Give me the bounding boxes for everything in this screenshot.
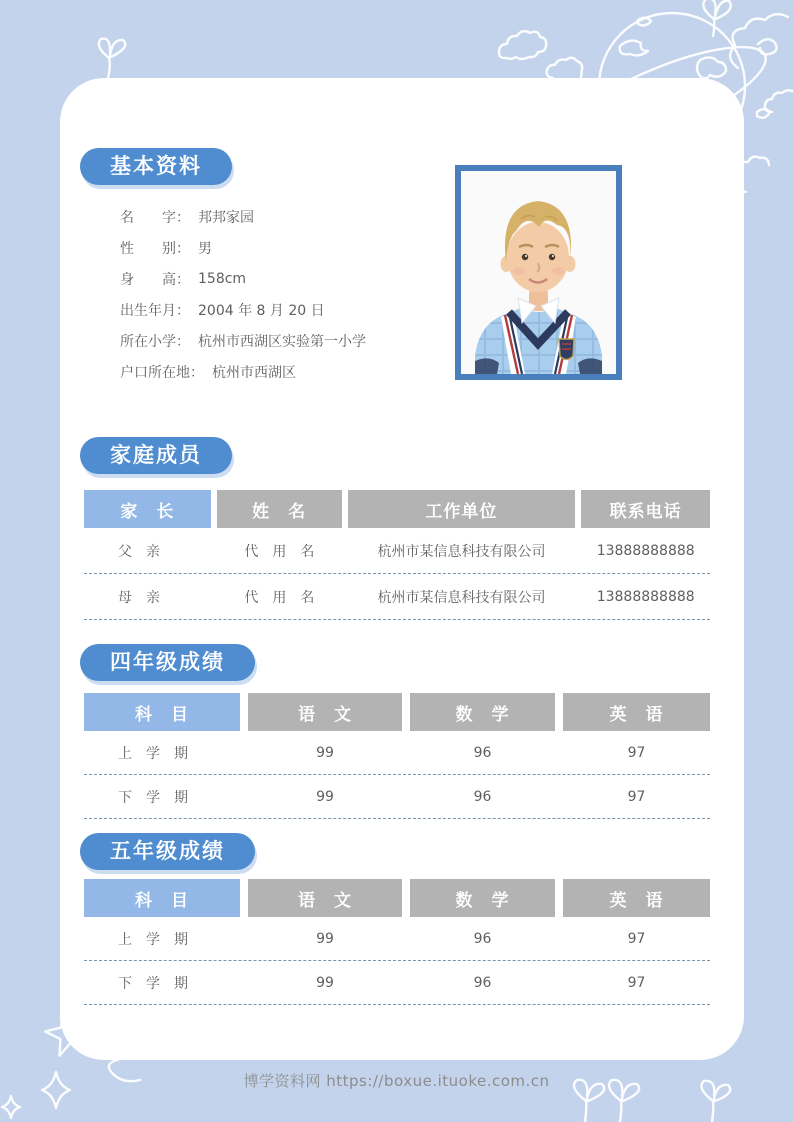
cell-term: 下 学 期 [118, 975, 188, 992]
cell-math-score: 96 [473, 974, 492, 991]
field-label: 性 别： [120, 240, 190, 257]
cell-workplace: 杭州市某信息科技有限公司 [377, 543, 546, 560]
header-workplace: 工作单位 [348, 490, 576, 528]
section-title-grade4: 四年级成绩 [80, 644, 255, 681]
table-row-father [84, 528, 710, 574]
header-phone: 联系电话 [581, 490, 710, 528]
grade4-table [84, 693, 710, 819]
field-label: 所在小学： [120, 333, 190, 350]
field-value: 男 [198, 240, 212, 257]
cell-chinese-score: 99 [316, 744, 334, 761]
cell-name: 代 用 名 [244, 543, 315, 560]
basic-info-list [120, 201, 744, 387]
header-math: 数 学 [410, 879, 555, 917]
field-label: 出生年月： [120, 302, 190, 319]
swirl-cloud-icon [730, 14, 788, 68]
table-row-second-term [84, 961, 710, 1005]
cell-parent: 母 亲 [118, 589, 160, 606]
cell-math-score: 96 [473, 930, 492, 947]
header-chinese: 语 文 [248, 693, 402, 731]
cell-english-score: 97 [627, 744, 646, 761]
grade5-table-header [84, 879, 710, 917]
cell-name: 代 用 名 [244, 589, 315, 606]
cell-term: 上 学 期 [118, 931, 188, 948]
header-name: 姓 名 [217, 490, 342, 528]
section-title-basic: 基本资料 [80, 148, 232, 185]
table-row-second-term [84, 775, 710, 819]
field-value: 158cm [198, 270, 247, 287]
grade5-table [84, 879, 710, 1005]
resume-card [60, 78, 744, 1060]
section-family-title-row [60, 437, 744, 474]
cloud-icon [499, 31, 582, 78]
table-row-mother [84, 574, 710, 620]
cell-math-score: 96 [473, 788, 492, 805]
section-title-grade5: 五年级成绩 [80, 833, 255, 870]
field-label: 身 高： [120, 271, 190, 288]
family-table [84, 490, 710, 620]
header-math: 数 学 [410, 693, 555, 731]
cell-math-score: 96 [473, 744, 492, 761]
student-photo [455, 165, 622, 380]
field-residence [120, 356, 744, 387]
cell-english-score: 97 [627, 974, 646, 991]
field-value: 2004 年 8 月 20 日 [198, 302, 325, 319]
field-value: 杭州市西湖区 [212, 364, 296, 381]
field-label: 户口所在地： [120, 364, 204, 381]
cell-parent: 父 亲 [118, 543, 160, 560]
cell-chinese-score: 99 [316, 788, 334, 805]
cell-term: 上 学 期 [118, 745, 188, 762]
field-birthdate [120, 294, 744, 325]
cell-chinese-score: 99 [316, 930, 334, 947]
cell-term: 下 学 期 [118, 789, 188, 806]
cloud-icon [737, 90, 793, 192]
cell-english-score: 97 [627, 788, 646, 805]
footer-site-link[interactable]: 博学资料网 https://boxue.ituoke.com.cn [243, 1072, 550, 1090]
section-grade4-title-row [60, 644, 744, 681]
header-parent: 家 长 [84, 490, 211, 528]
section-basic-title-row [60, 148, 744, 185]
header-english: 英 语 [563, 879, 710, 917]
cell-phone: 13888888888 [596, 542, 695, 559]
header-english: 英 语 [563, 693, 710, 731]
grade4-table-header [84, 693, 710, 731]
cell-workplace: 杭州市某信息科技有限公司 [377, 589, 546, 606]
header-chinese: 语 文 [248, 879, 402, 917]
section-title-family: 家庭成员 [80, 437, 232, 474]
field-value: 邦邦家园 [198, 209, 254, 226]
cell-phone: 13888888888 [596, 588, 695, 605]
cell-chinese-score: 99 [316, 974, 334, 991]
field-height [120, 263, 744, 294]
field-name [120, 201, 744, 232]
field-school [120, 325, 744, 356]
family-table-header [84, 490, 710, 528]
header-subject: 科 目 [84, 693, 240, 731]
header-subject: 科 目 [84, 879, 240, 917]
student-photo-illustration [461, 171, 616, 374]
cell-english-score: 97 [627, 930, 646, 947]
field-gender [120, 232, 744, 263]
table-row-first-term [84, 731, 710, 775]
field-value: 杭州市西湖区实验第一小学 [198, 333, 366, 350]
table-row-first-term [84, 917, 710, 961]
field-label: 名 字： [120, 209, 190, 226]
sprout-icon [99, 39, 126, 78]
section-grade5-title-row [60, 833, 744, 870]
